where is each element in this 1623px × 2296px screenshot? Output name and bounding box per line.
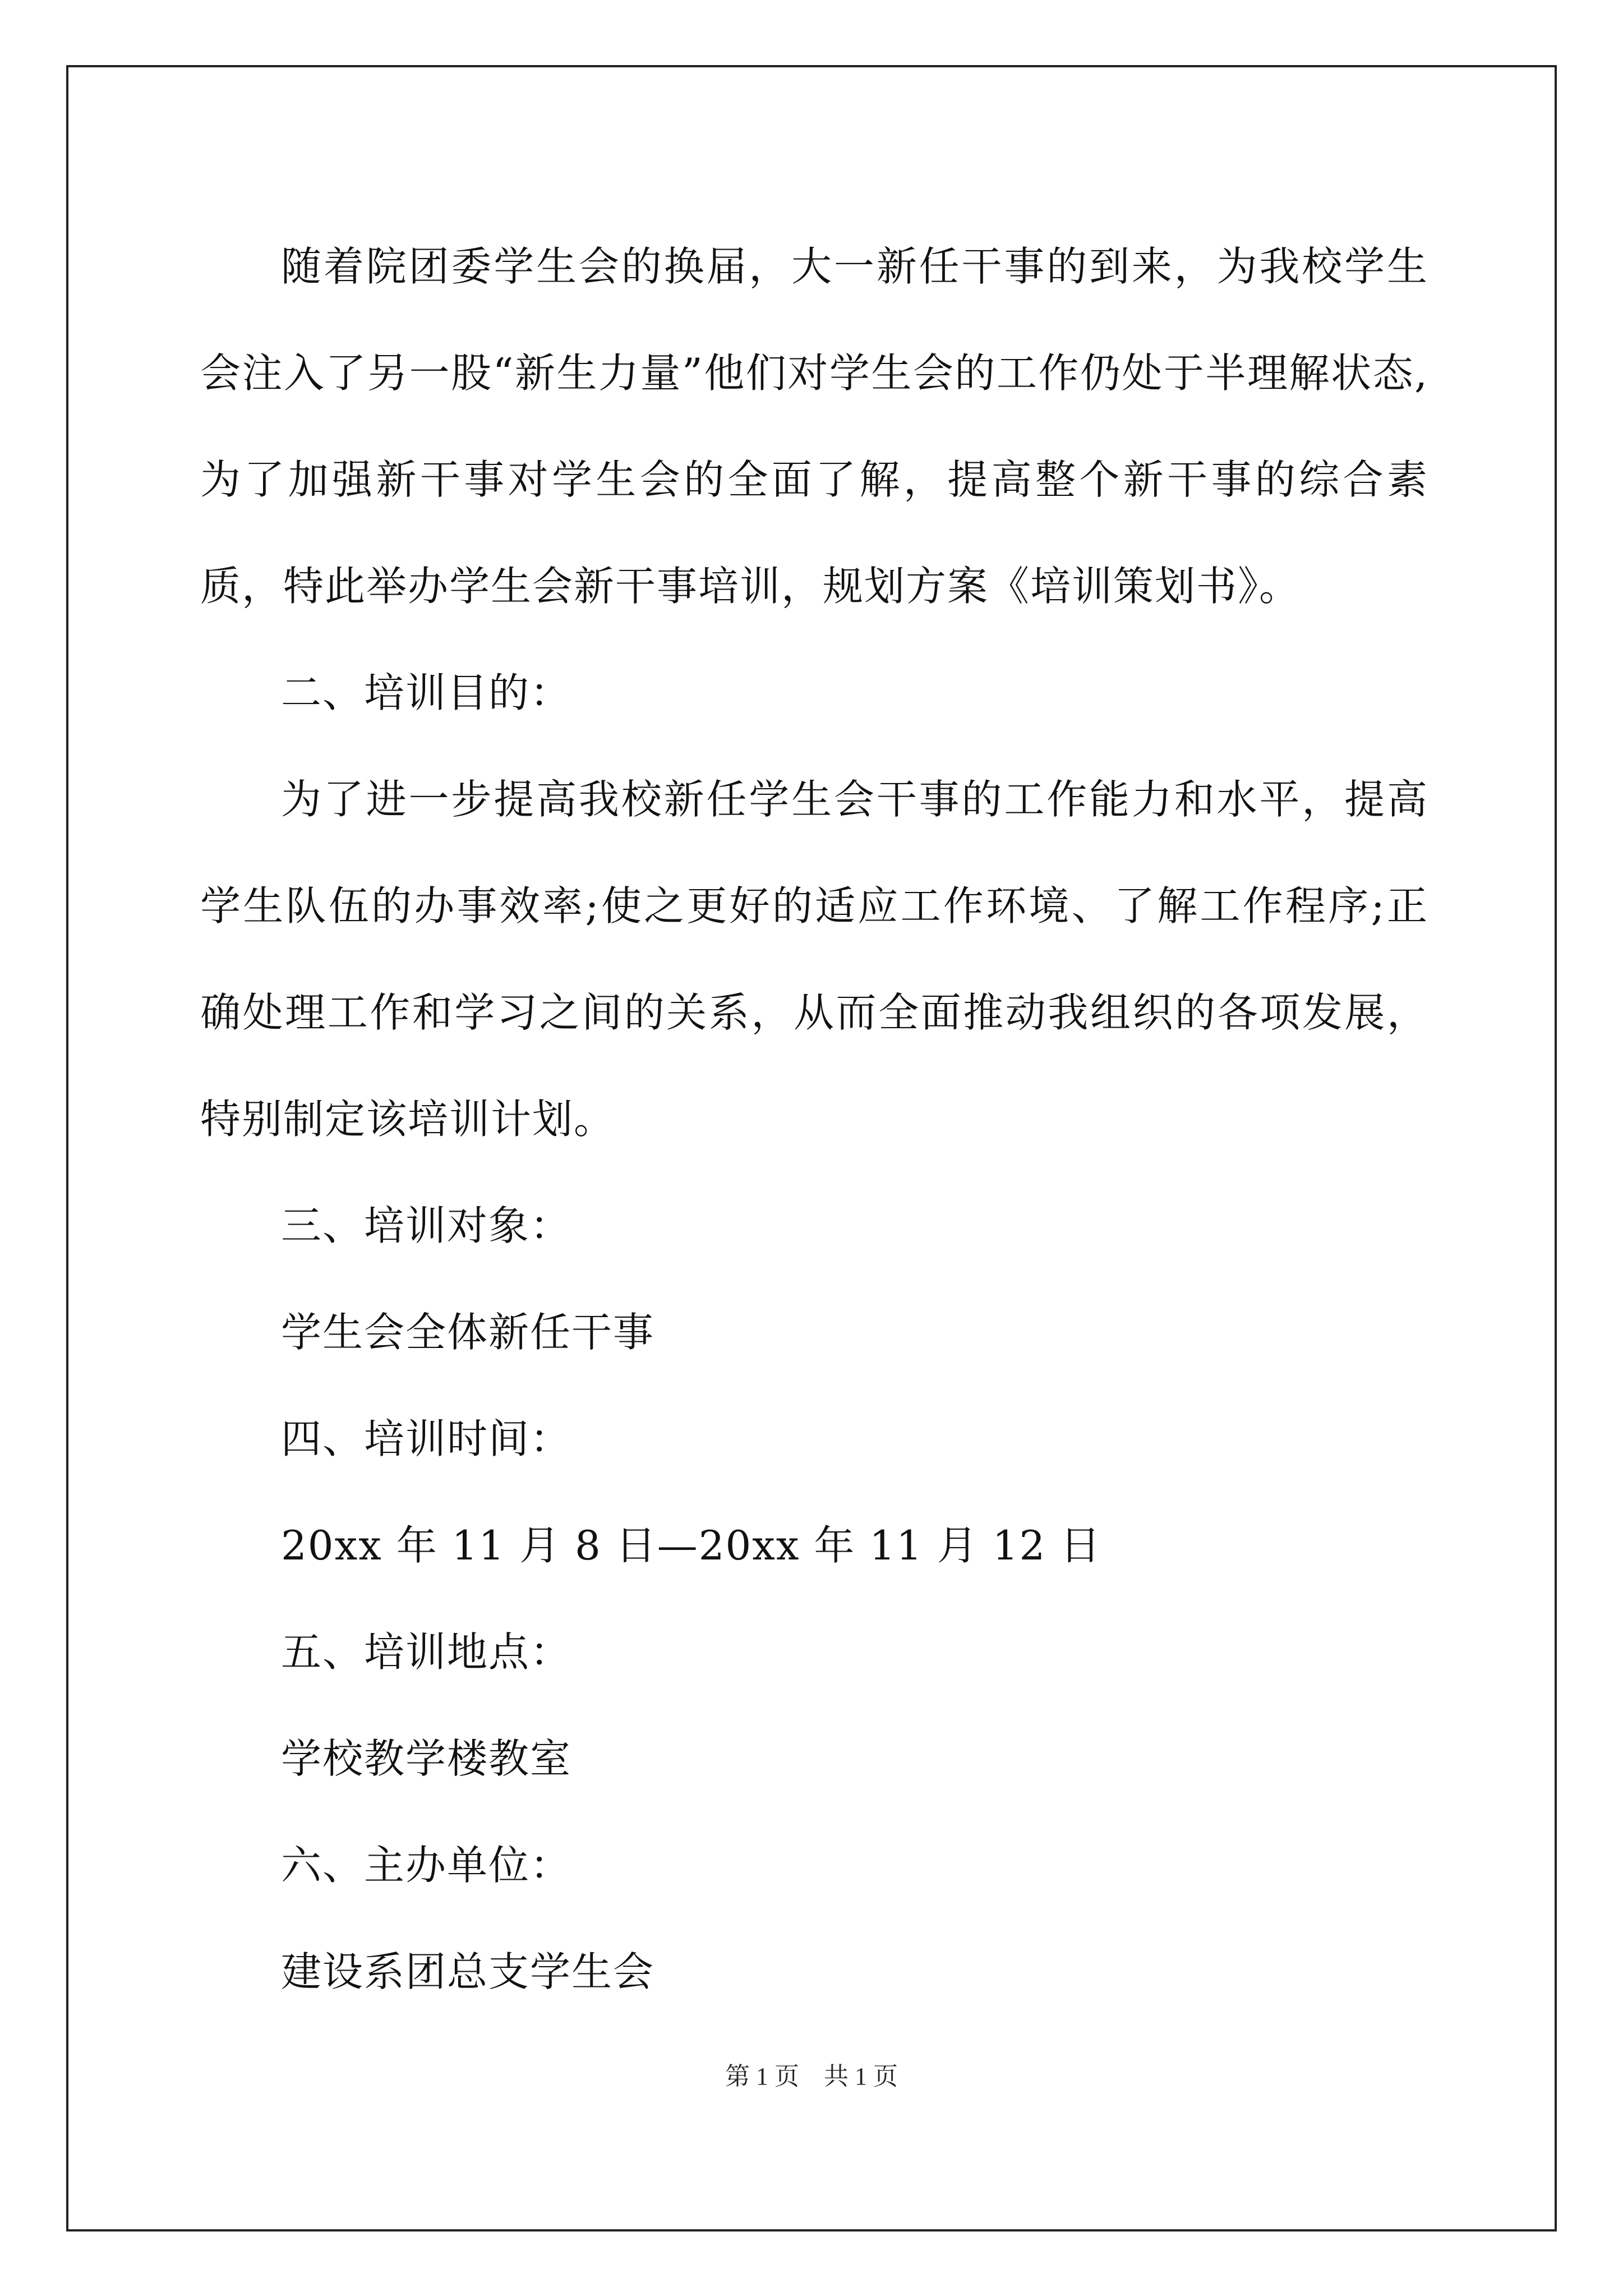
section-heading-organizer: 六、主办单位： — [281, 1842, 572, 1889]
intro-paragraph: 随着院团委学生会的换届，大一新任干事的到来，为我校学生会注入了另一股“新生力量”他们对学生会的工作仍处于半理解状态,为了加强新干事对学生会的全面了解，提高整个新干事的综合素质，特此举办学生会新干事培训，规划方案《培训策划书》。 — [200, 243, 1428, 610]
time-text: 20xx 年 11 月 8 日—20xx 年 11 月 12 日 — [281, 1522, 1102, 1569]
organizer-text: 建设系团总支学生会 — [281, 1948, 655, 1995]
page-number-total: 共 1 页 — [824, 2063, 898, 2090]
document-body — [200, 213, 1428, 2025]
location-text: 学校教学楼教室 — [281, 1735, 572, 1782]
section-heading-time: 四、培训时间： — [281, 1415, 572, 1462]
audience-text: 学生会全体新任干事 — [281, 1309, 655, 1356]
purpose-paragraph: 为了进一步提高我校新任学生会干事的工作能力和水平，提高学生队伍的办事效率;使之更好的适应工作环境、了解工作程序;正确处理工作和学习之间的关系，从而全面推动我组织的各项发展，特别制定该培训计划。 — [200, 776, 1428, 1143]
section-heading-audience: 三、培训对象： — [281, 1202, 572, 1249]
page-number-current: 第 1 页 — [725, 2063, 799, 2090]
section-heading-location: 五、培训地点： — [281, 1628, 572, 1676]
section-heading-purpose: 二、培训目的： — [281, 669, 572, 716]
page-footer — [0, 2060, 1623, 2093]
